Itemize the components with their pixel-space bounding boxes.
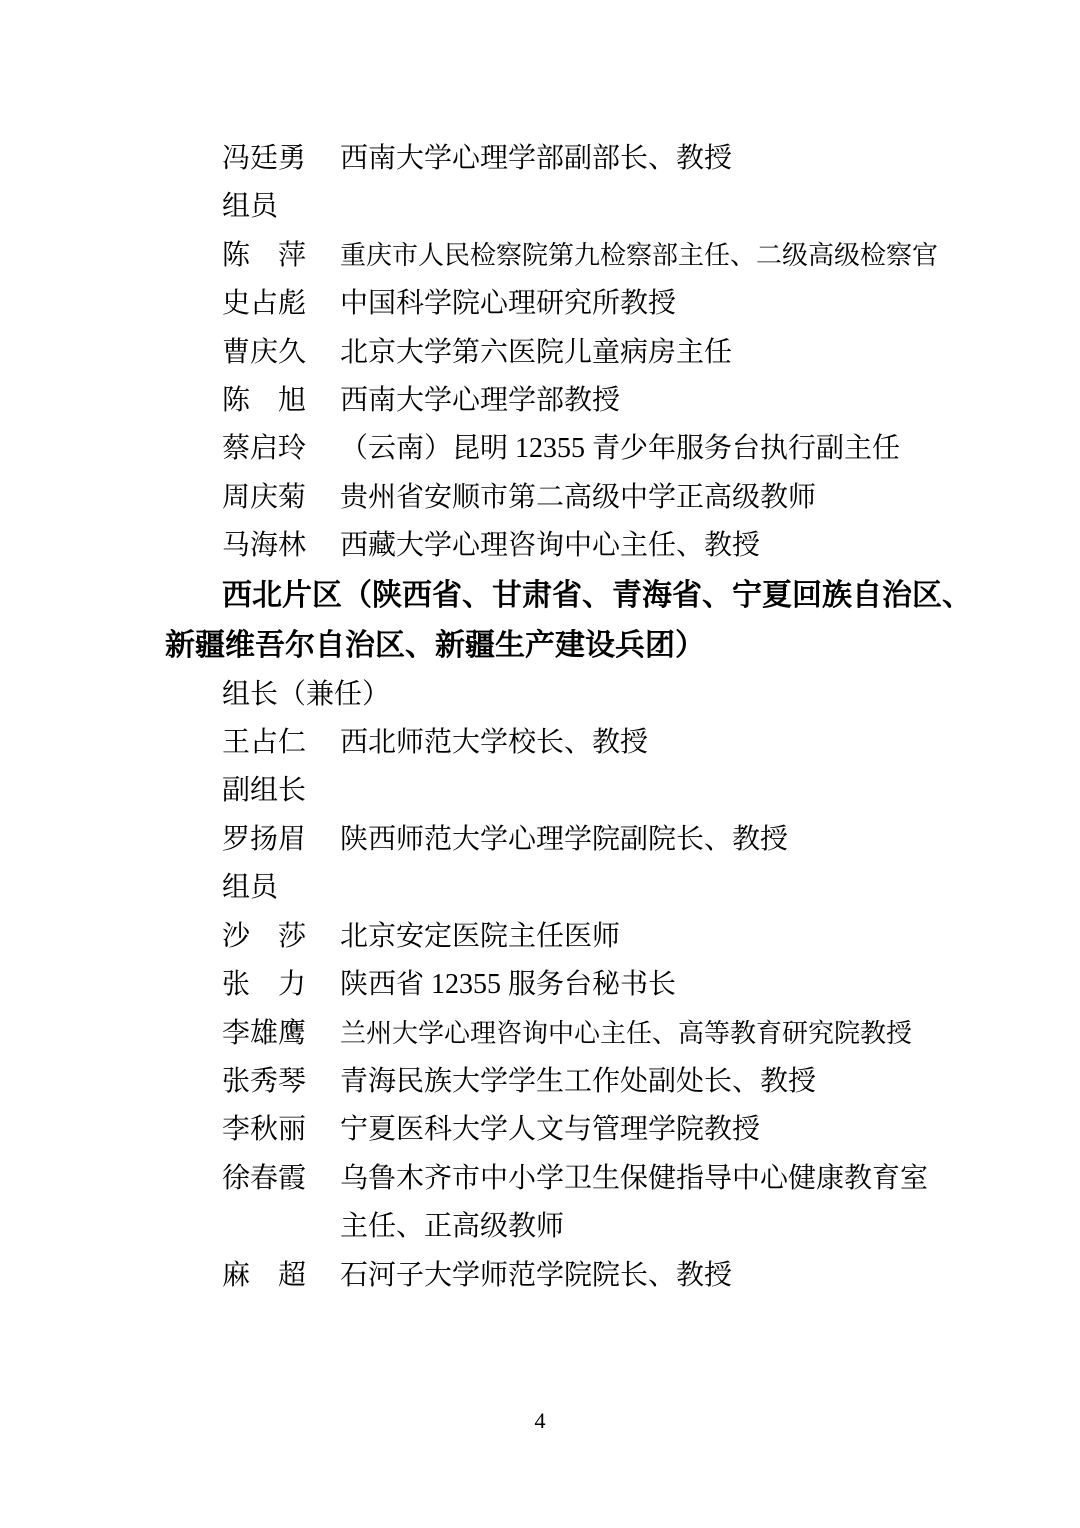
member-title	[340, 719, 940, 767]
member-name: 马海林	[222, 530, 307, 562]
member-title-line: 北京安定医院主任医师	[340, 920, 621, 952]
role-label-text: 组员	[222, 191, 279, 223]
member-title	[340, 135, 940, 183]
member-title	[340, 425, 940, 473]
member-title	[340, 474, 940, 522]
role-label-text: 组员	[222, 872, 279, 904]
roster-entry	[165, 425, 940, 473]
member-name: 麻 超	[222, 1259, 307, 1291]
member-title	[340, 1252, 940, 1300]
role-label	[165, 183, 940, 231]
roster-entry	[165, 232, 940, 280]
roster-entry	[165, 280, 940, 328]
member-title	[340, 1106, 940, 1154]
member-title	[340, 1010, 940, 1058]
member-title-line: 宁夏医科大学人文与管理学院教授	[340, 1114, 761, 1146]
roster-entry	[165, 1106, 940, 1154]
member-title-line: 西藏大学心理咨询中心主任、教授	[340, 530, 761, 562]
member-name: 李雄鹰	[222, 1017, 307, 1049]
member-title	[340, 280, 940, 328]
member-title-line: 中国科学院心理研究所教授	[340, 288, 677, 320]
member-name: 陈 萍	[222, 239, 307, 271]
member-name: 张 力	[222, 969, 307, 1001]
roster-entry	[165, 1058, 940, 1106]
member-title-line: 青海民族大学学生工作处副处长、教授	[340, 1065, 817, 1097]
roster-entry	[165, 816, 940, 864]
member-title	[340, 816, 940, 864]
member-name: 徐春霞	[222, 1162, 307, 1194]
role-label-text: 副组长	[222, 775, 307, 807]
member-title-line: 西北师范大学校长、教授	[340, 727, 649, 759]
member-title	[340, 377, 940, 425]
member-title	[340, 522, 940, 570]
member-title	[340, 1155, 940, 1252]
member-name: 张秀琴	[222, 1065, 307, 1097]
roster-list	[165, 135, 972, 1300]
member-title	[340, 1058, 940, 1106]
member-title	[340, 329, 940, 377]
role-label	[165, 671, 940, 719]
member-title-line: 贵州省安顺市第二高级中学正高级教师	[340, 481, 817, 513]
member-title-line: 重庆市人民检察院第九检察部主任、二级高级检察官	[340, 240, 939, 270]
member-title-line: 主任、正高级教师	[340, 1211, 565, 1243]
roster-entry	[165, 377, 940, 425]
member-title-line: 北京大学第六医院儿童病房主任	[340, 336, 733, 368]
roster-entry	[165, 135, 940, 183]
roster-entry	[165, 961, 940, 1009]
role-label	[165, 767, 940, 815]
member-title	[340, 232, 940, 280]
member-name: 周庆菊	[222, 481, 307, 513]
roster-entry	[165, 913, 940, 961]
roster-entry	[165, 474, 940, 522]
role-label-text: 组长（兼任）	[222, 678, 391, 710]
roster-entry	[165, 329, 940, 377]
member-name: 罗扬眉	[222, 823, 307, 855]
roster-entry	[165, 719, 940, 767]
member-title-line: 西南大学心理学部副部长、教授	[340, 143, 733, 174]
member-name: 王占仁	[222, 727, 307, 759]
member-title-line: 乌鲁木齐市中小学卫生保健指导中心健康教育室	[340, 1162, 929, 1194]
member-name: 李秋丽	[222, 1114, 307, 1146]
member-name: 史占彪	[222, 288, 307, 320]
member-name: 沙 莎	[222, 920, 307, 952]
member-name: 蔡启玲	[222, 433, 307, 465]
roster-entry	[165, 1010, 940, 1058]
member-title-line: 石河子大学师范学院院长、教授	[340, 1259, 733, 1291]
member-title-line: （云南）昆明 12355 青少年服务台执行副主任	[340, 433, 901, 465]
member-name: 冯廷勇	[222, 143, 307, 174]
member-title-line: 西南大学心理学部教授	[340, 385, 621, 417]
roster-entry	[165, 1252, 940, 1300]
section-header-line: 新疆维吾尔自治区、新疆生产建设兵团）	[165, 628, 705, 662]
member-title	[340, 961, 940, 1009]
section-header	[165, 571, 972, 671]
member-name: 陈 旭	[222, 385, 307, 417]
section-header-line: 西北片区（陕西省、甘肃省、青海省、宁夏回族自治区、	[222, 578, 972, 612]
roster-entry	[165, 522, 940, 570]
member-title-line: 陕西师范大学心理学院副院长、教授	[340, 823, 789, 855]
member-title-line: 陕西省 12355 服务台秘书长	[340, 969, 677, 1001]
role-label	[165, 864, 940, 912]
page-number: 4	[534, 1408, 546, 1433]
member-title-line: 兰州大学心理咨询中心主任、高等教育研究院教授	[340, 1018, 913, 1048]
member-title	[340, 913, 940, 961]
roster-entry	[165, 1155, 940, 1252]
member-name: 曹庆久	[222, 336, 307, 368]
